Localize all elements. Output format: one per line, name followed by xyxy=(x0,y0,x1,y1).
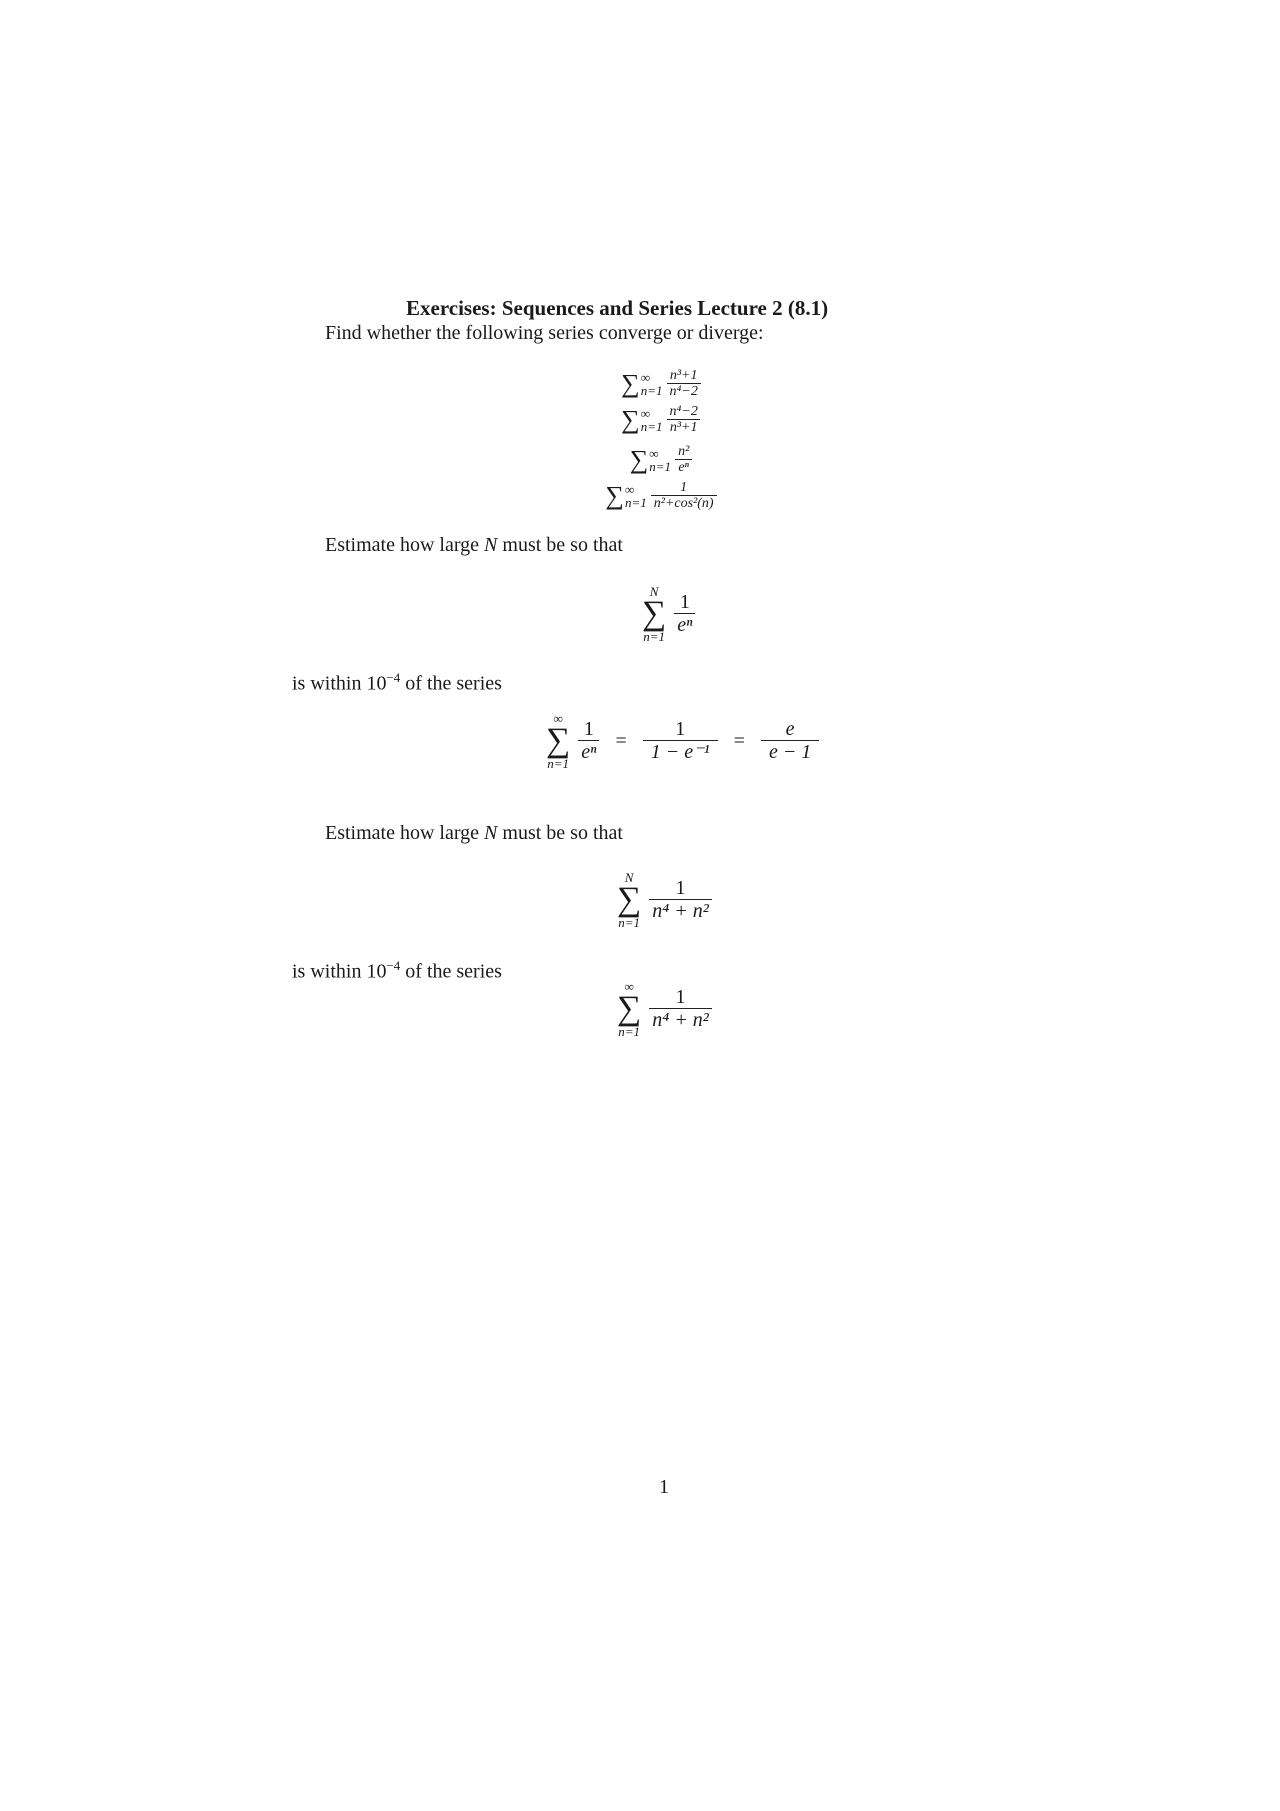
prompt-text: Estimate how large xyxy=(325,822,485,844)
lower-limit: n=1 xyxy=(649,459,672,475)
document-title: Exercises: Sequences and Series Lecture 2 (8.1) xyxy=(406,296,829,320)
variable-n: N xyxy=(484,822,498,844)
page-number: 1 xyxy=(659,1476,669,1498)
sigma-symbol: ∑ xyxy=(621,369,640,399)
sigma-symbol: ∑ xyxy=(546,722,571,759)
equals-sign: = xyxy=(733,729,745,752)
within-text: is within 10 xyxy=(292,960,387,983)
numerator: 1 xyxy=(679,591,690,614)
numerator: 1 xyxy=(675,877,686,900)
prompt-text: must be so that xyxy=(497,822,623,844)
problem1-within xyxy=(292,670,502,696)
denominator: n²+cos²(n) xyxy=(651,495,717,512)
upper-limit: N xyxy=(649,584,659,599)
sigma-symbol: ∑ xyxy=(617,990,642,1027)
denominator: eⁿ xyxy=(674,613,695,637)
lower-limit: n=1 xyxy=(640,419,663,435)
upper-limit: ∞ xyxy=(640,370,650,386)
denominator: 1 − e⁻¹ xyxy=(643,740,718,764)
numerator: n³+1 xyxy=(669,368,698,383)
sigma-symbol: ∑ xyxy=(629,445,649,475)
exponent: −4 xyxy=(386,670,401,685)
lower-limit: n=1 xyxy=(547,756,570,772)
denominator: eⁿ xyxy=(578,740,599,764)
numerator: e xyxy=(785,718,795,741)
problem2-partial-sum xyxy=(617,871,716,929)
lower-limit: n=1 xyxy=(640,383,663,399)
prompt-text: must be so that xyxy=(497,534,623,556)
numerator: 1 xyxy=(675,986,686,1009)
within-text: is within 10 xyxy=(292,672,387,695)
numerator: n² xyxy=(678,444,690,459)
within-text: of the series xyxy=(400,960,502,983)
upper-limit: ∞ xyxy=(649,446,659,462)
sigma-symbol: ∑ xyxy=(642,595,667,632)
variable-n: N xyxy=(484,534,498,556)
upper-limit: N xyxy=(624,870,634,885)
upper-limit: ∞ xyxy=(553,711,563,726)
series-1 xyxy=(0,368,1280,400)
lower-limit: n=1 xyxy=(643,629,666,645)
numerator: 1 xyxy=(675,718,686,741)
sigma-symbol: ∑ xyxy=(617,881,642,918)
denominator: n³+1 xyxy=(667,419,701,436)
prompt-text: Estimate how large xyxy=(325,534,485,556)
numerator: 1 xyxy=(680,480,688,495)
problem1-full-sum xyxy=(546,712,823,770)
denominator: n⁴ + n² xyxy=(649,899,711,923)
sigma-symbol: ∑ xyxy=(605,481,624,511)
lower-limit: n=1 xyxy=(618,1024,641,1040)
intro-text: Find whether the following series converge or diverge: xyxy=(325,322,764,344)
problem2-within xyxy=(292,958,502,984)
within-text: of the series xyxy=(400,672,502,695)
upper-limit: ∞ xyxy=(640,406,650,422)
series-2 xyxy=(0,404,1280,436)
problem1-prompt xyxy=(325,534,623,557)
problem2-full-sum xyxy=(617,980,716,1038)
series-3 xyxy=(0,444,1280,476)
lower-limit: n=1 xyxy=(618,915,641,931)
exponent: −4 xyxy=(386,958,401,973)
upper-limit: ∞ xyxy=(624,979,634,994)
problem2-prompt xyxy=(325,822,623,845)
sigma-symbol: ∑ xyxy=(621,405,640,435)
denominator: n⁴−2 xyxy=(667,383,701,400)
denominator: eⁿ xyxy=(675,459,692,476)
equals-sign: = xyxy=(615,729,627,752)
lower-limit: n=1 xyxy=(624,495,647,511)
numerator: n⁴−2 xyxy=(669,404,698,419)
numerator: 1 xyxy=(583,718,594,741)
denominator: n⁴ + n² xyxy=(649,1008,711,1032)
upper-limit: ∞ xyxy=(624,482,635,498)
denominator: e − 1 xyxy=(761,740,819,764)
series-4 xyxy=(0,480,1280,512)
problem1-partial-sum xyxy=(642,585,699,643)
